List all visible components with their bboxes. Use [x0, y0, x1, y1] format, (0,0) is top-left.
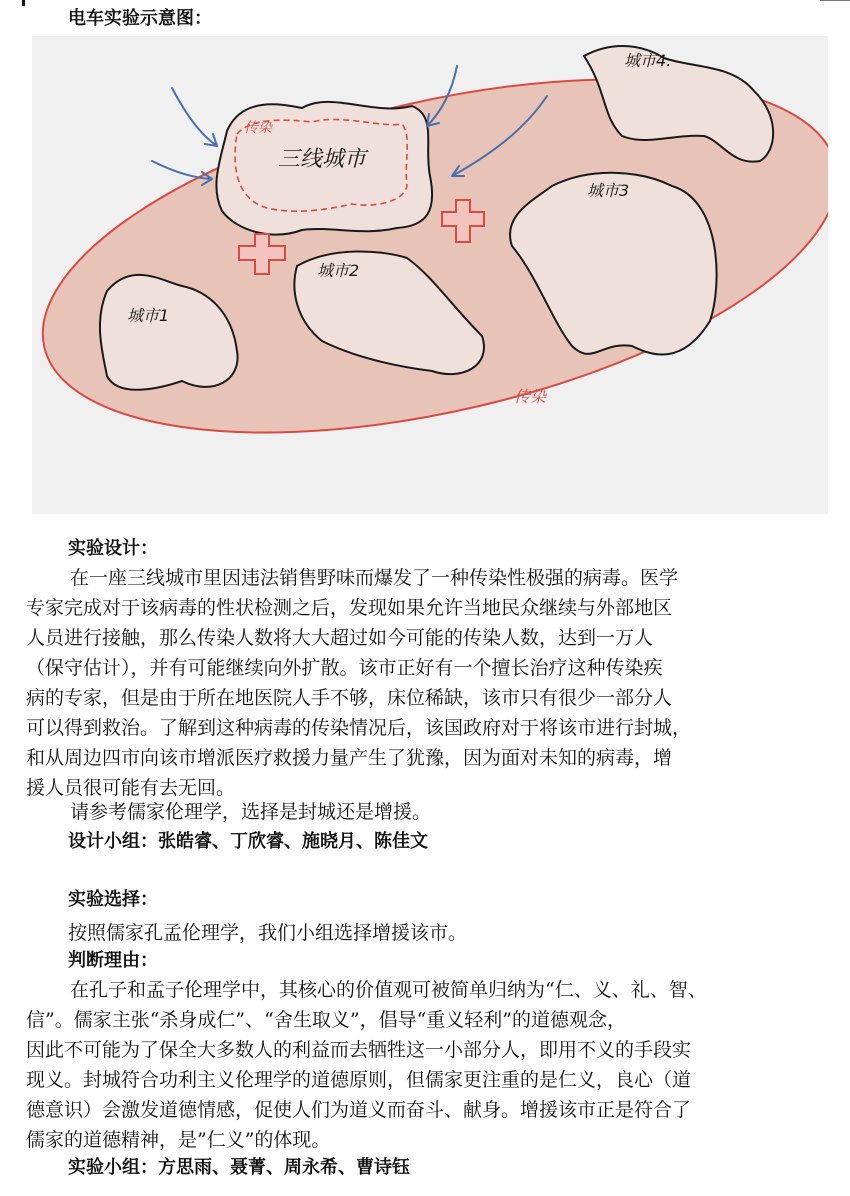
reason-title: 判断理由： — [68, 950, 158, 971]
design-line: 专家完成对于该病毒的性状检测之后，发现如果允许当地民众继续与外部地区 — [26, 597, 673, 619]
page-top-rule — [820, 0, 850, 1]
main-city-label: 三线城市 — [278, 147, 367, 172]
city-1-label: 城市1 — [127, 306, 170, 325]
design-line: 人员进行接触，那么传染人数将大大超过如今可能的传染人数，达到一万人 — [26, 627, 654, 649]
design-prompt: 请参考儒家伦理学，选择是封城还是增援。 — [70, 801, 432, 823]
reason-line: 因此不可能为了保全大多数人的利益而去牺牲这一小部分人，即用不义的手段实 — [26, 1039, 692, 1061]
design-line: 病的专家，但是由于所在地医院人手不够，床位稀缺，该市只有很少一部分人 — [26, 687, 673, 709]
reason-line: 信”。儒家主张“杀身成仁”、“舍生取义”，倡导“重义轻利”的道德观念， — [26, 1009, 626, 1031]
city-4-label: 城市4. — [624, 51, 672, 70]
design-line: 可以得到救治。了解到这种病毒的传染情况后，该国政府对于将该市进行封城， — [26, 717, 692, 739]
design-line: 和从周边四市向该市增派医疗救援力量产生了犹豫，因为面对未知的病毒，增 — [26, 747, 673, 769]
design-line: 援人员很可能有去无回。 — [26, 777, 236, 799]
city-2-label: 城市2 — [317, 261, 360, 280]
reason-line: 德意识）会激发道德情感，促使人们为道义而奋斗、献身。增援该市正是符合了 — [26, 1099, 692, 1121]
reason-body — [26, 975, 838, 1155]
reason-line: 儒家的道德精神，是”仁义”的体现。 — [26, 1129, 331, 1151]
reason-line: 现义。封城符合功利主义伦理学的道德原则，但儒家更注重的是仁义，良心（道 — [26, 1069, 692, 1091]
design-title: 实验设计： — [68, 538, 158, 559]
design-group: 设计小组：张皓睿、丁欣睿、施晓月、陈佳文 — [68, 831, 428, 852]
reason-line: 在孔子和孟子伦理学中，其核心的价值观可被简单归纳为“仁、义、礼、智、 — [70, 979, 707, 1001]
design-line: （保守估计），并有可能继续向外扩散。该市正好有一个擅长治疗这种传染疾 — [26, 657, 663, 679]
choice-text: 按照儒家孔孟伦理学，我们小组选择增援该市。 — [68, 922, 468, 944]
page-corner-mark — [22, 0, 25, 6]
design-body — [26, 563, 838, 803]
design-line: 在一座三线城市里因违法销售野味而爆发了一种传染性极强的病毒。医学 — [70, 567, 679, 589]
experiment-group: 实验小组：方思雨、聂菁、周永希、曹诗钰 — [68, 1157, 410, 1178]
city-3-label: 城市3 — [587, 181, 630, 200]
spread-label-outer: 传染 — [514, 387, 547, 406]
trolley-diagram — [32, 36, 828, 514]
choice-title: 实验选择： — [68, 889, 158, 910]
spread-label-inner: 传染 — [244, 120, 272, 136]
diagram-title: 电车实验示意图： — [68, 8, 212, 29]
